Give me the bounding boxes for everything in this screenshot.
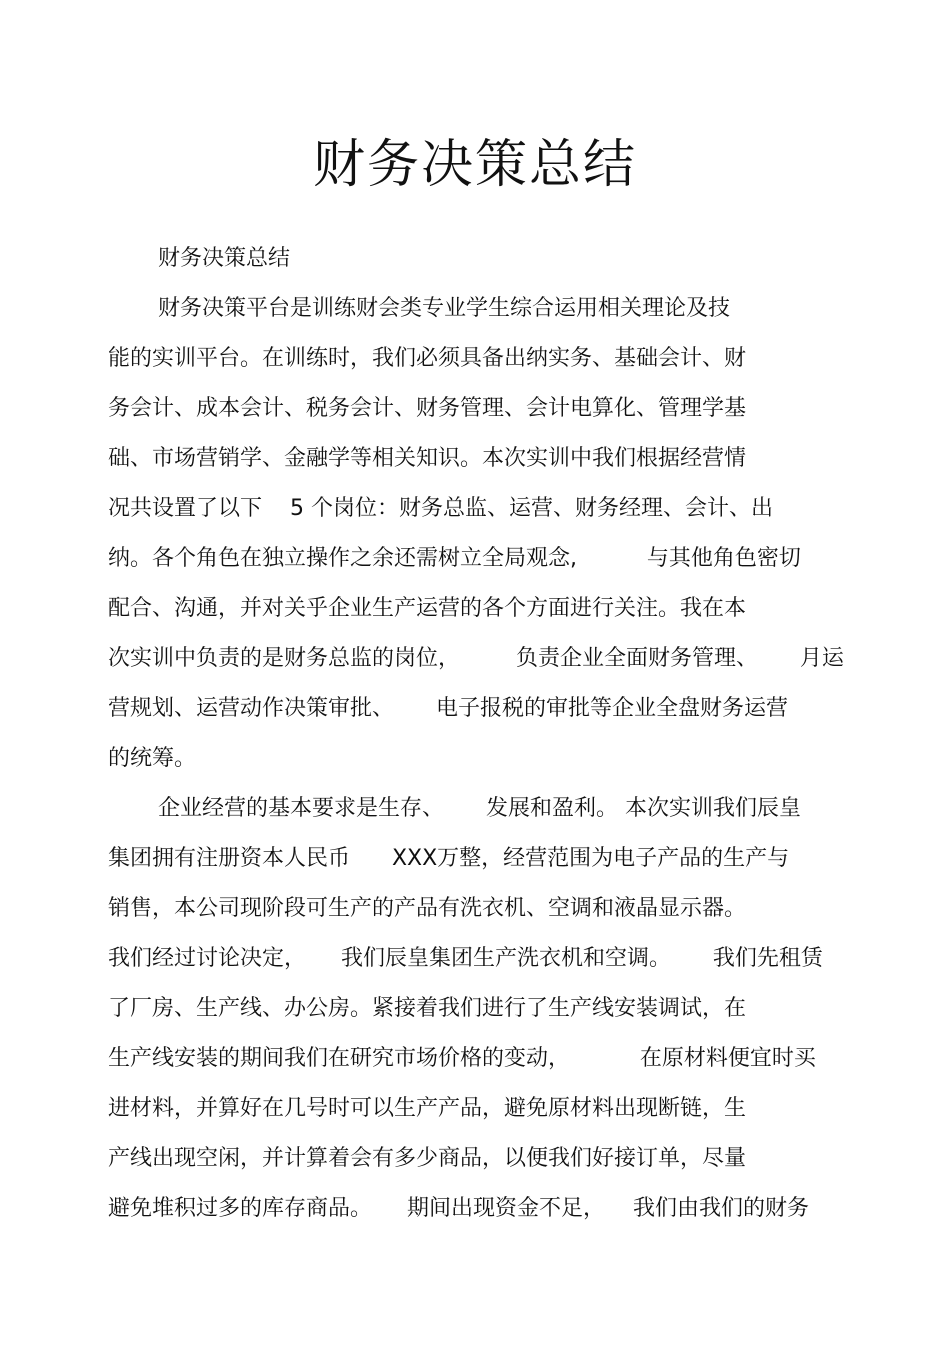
text-line: 纳。各个角色在独立操作之余还需树立全局观念, 与其他角色密切 xyxy=(108,546,801,571)
text-line: 能的实训平台。在训练时，我们必须具备出纳实务、基础会计、财 xyxy=(108,346,747,371)
document-title: 财务决策总结 xyxy=(312,135,637,195)
text-line: 我们经过讨论决定， 我们辰皇集团生产洗衣机和空调。 我们先租赁 xyxy=(108,946,823,971)
text-line: 次实训中负责的是财务总监的岗位， 负责企业全面财务管理、 月运 xyxy=(108,646,844,671)
text-line: 的统筹。 xyxy=(108,746,197,771)
text-line: 财务决策总结 xyxy=(158,246,291,271)
text-line: 产线出现空闲，并计算着会有多少商品，以便我们好接订单，尽量 xyxy=(108,1146,747,1171)
text-line: 了厂房、生产线、办公房。紧接着我们进行了生产线安装调试，在 xyxy=(108,996,747,1021)
text-line: 配合、沟通，并对关乎企业生产运营的各个方面进行关注。我在本 xyxy=(108,596,747,621)
text-line: 况共设置了以下 5 个岗位：财务总监、运营、财务经理、会计、出 xyxy=(108,496,773,521)
text-line: 进材料，并算好在几号时可以生产产品，避免原材料出现断链，生 xyxy=(108,1096,747,1121)
text-line: 营规划、运营动作决策审批、 电子报税的审批等企业全盘财务运营 xyxy=(108,696,788,721)
text-line: 销售，本公司现阶段可生产的产品有洗衣机、空调和液晶显示器。 xyxy=(108,896,747,921)
text-line: 集团拥有注册资本人民币 XXX万整，经营范围为电子产品的生产与 xyxy=(108,846,790,871)
text-line: 财务决策平台是训练财会类专业学生综合运用相关理论及技 xyxy=(158,296,731,321)
text-line: 生产线安装的期间我们在研究市场价格的变动， 在原材料便宜时买 xyxy=(108,1046,816,1071)
text-line: 企业经营的基本要求是生存、 发展和盈利。 本次实训我们辰皇 xyxy=(158,796,801,821)
text-line: 务会计、成本会计、税务会计、财务管理、会计电算化、管理学基 xyxy=(108,396,747,421)
text-line: 避免堆积过多的库存商品。 期间出现资金不足， 我们由我们的财务 xyxy=(108,1196,809,1221)
text-line: 础、市场营销学、金融学等相关知识。本次实训中我们根据经营情 xyxy=(108,446,747,471)
